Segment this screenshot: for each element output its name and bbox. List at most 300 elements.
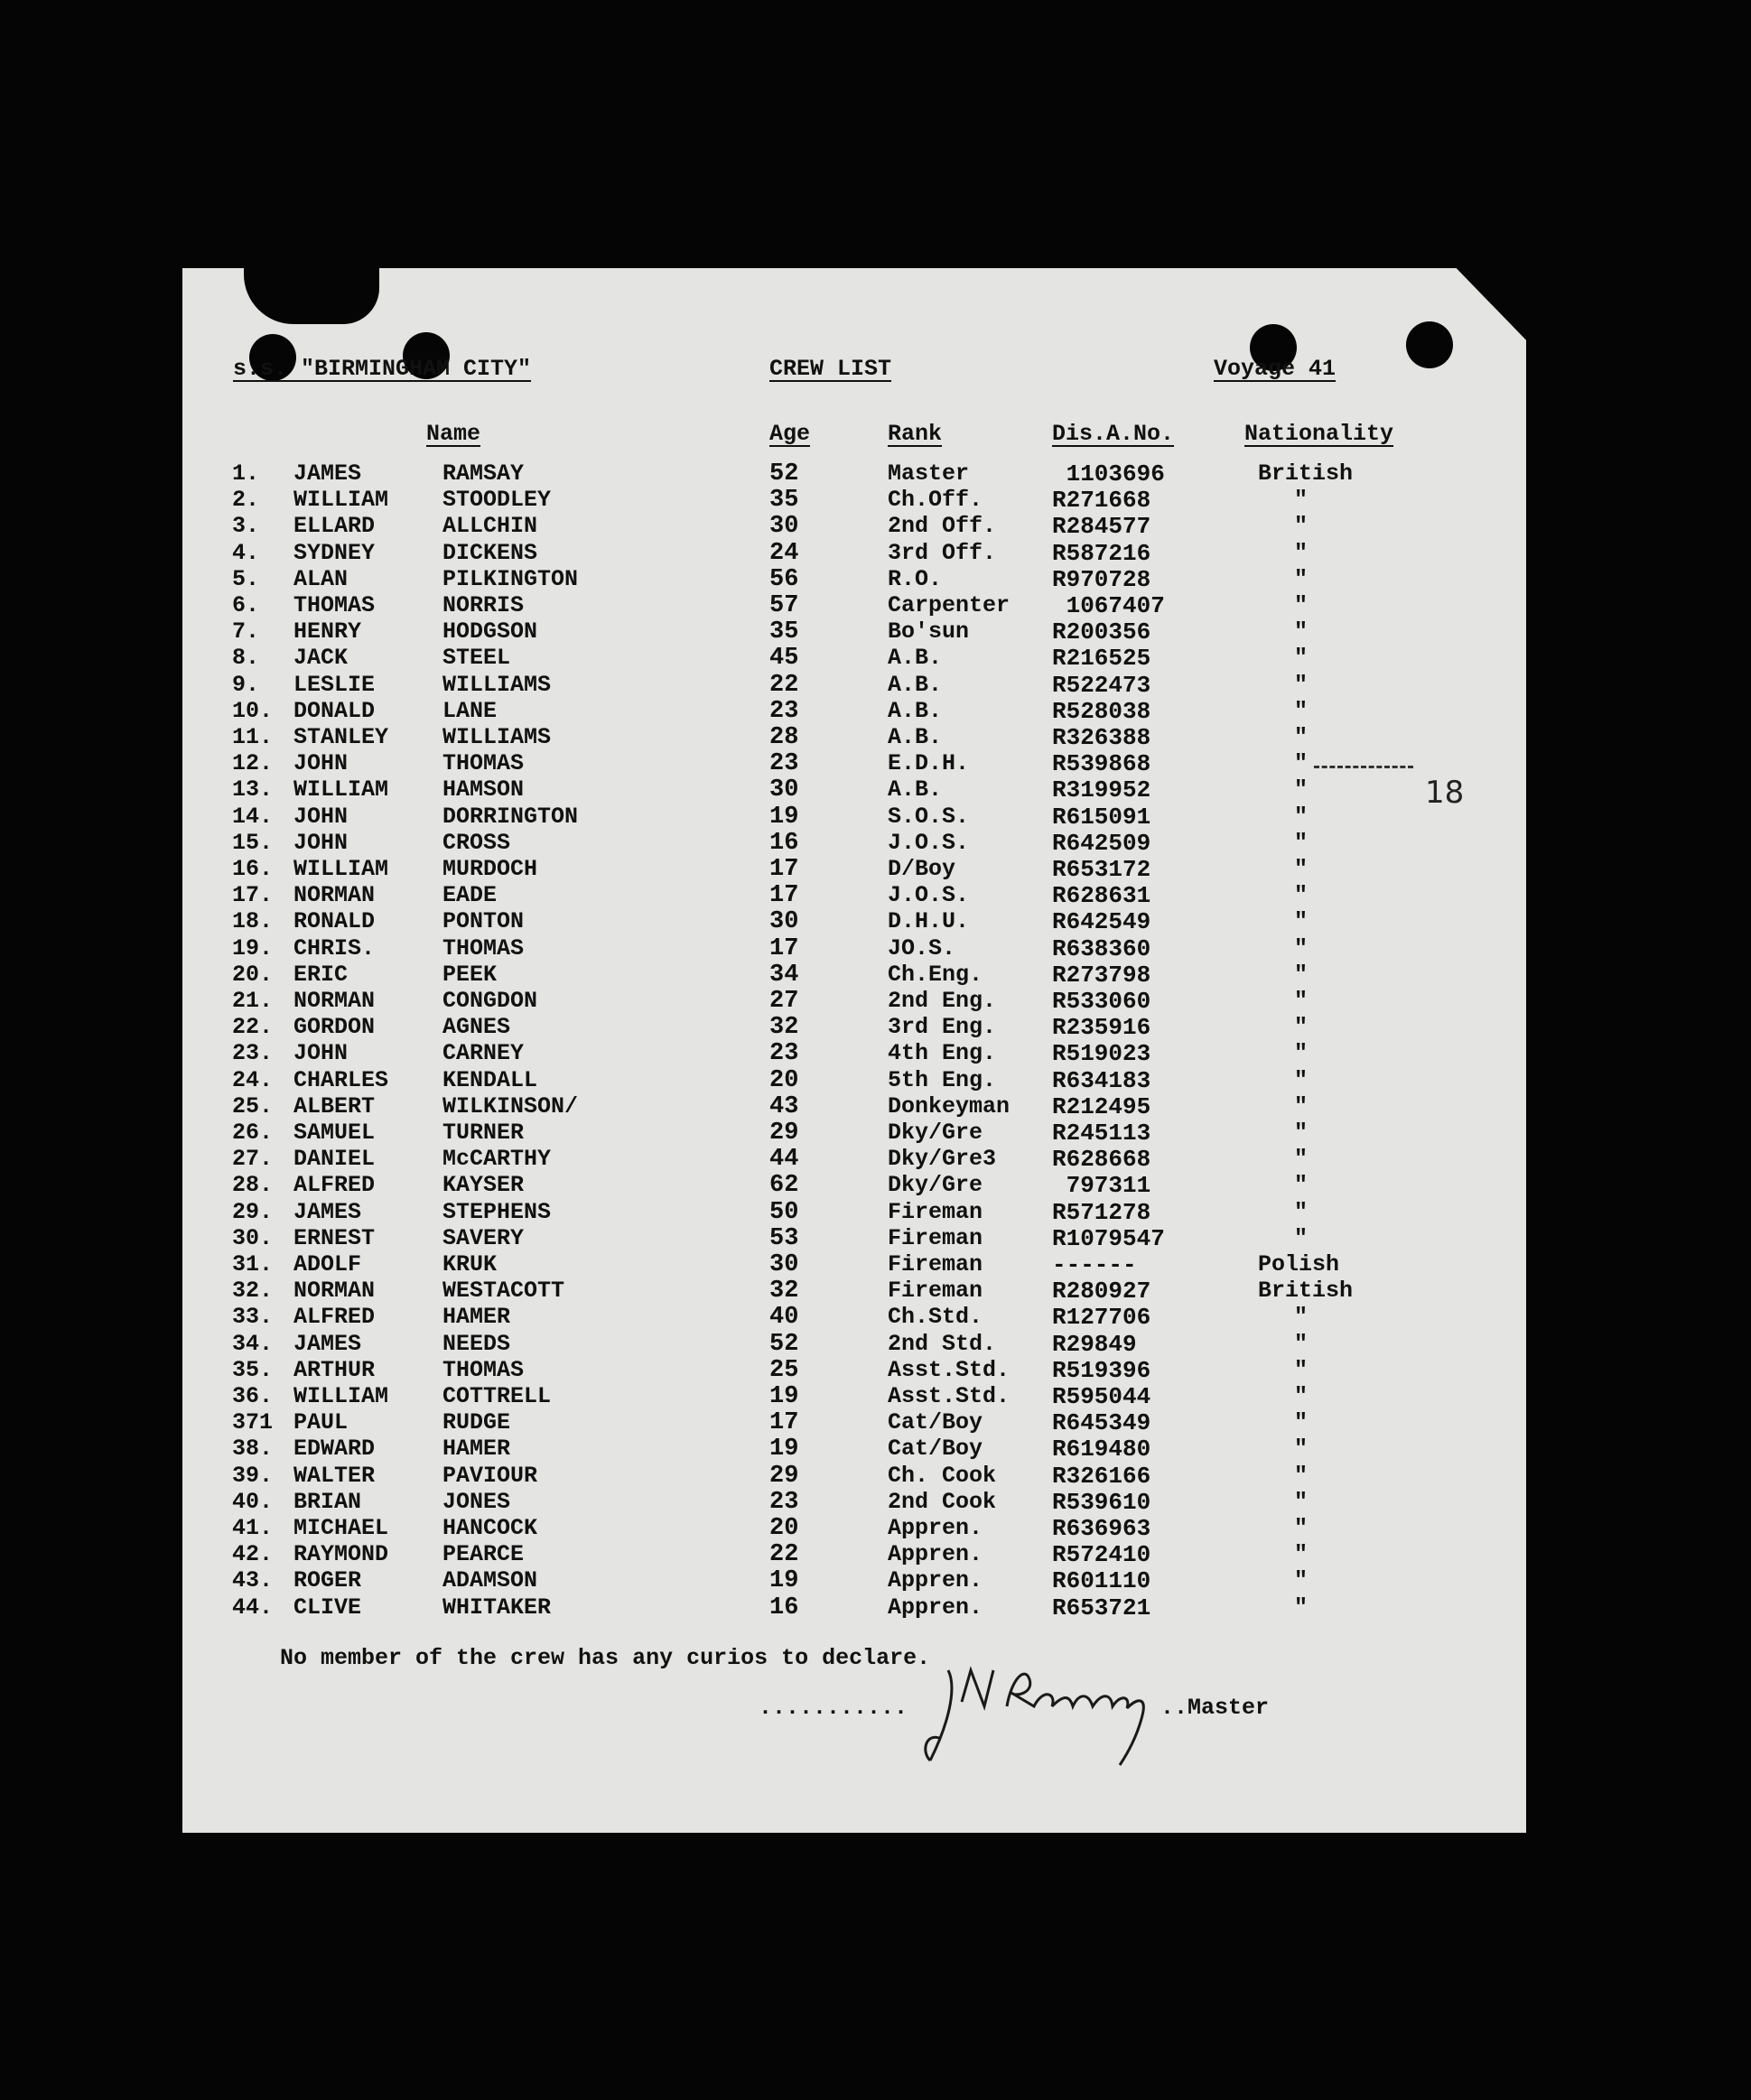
dis-number: R634183 xyxy=(1052,1066,1151,1094)
rank: D.H.U. xyxy=(888,908,970,935)
row-number: 9. xyxy=(232,671,260,698)
dis-number: R273798 xyxy=(1052,961,1151,989)
rank: 3rd Off. xyxy=(888,539,997,566)
nationality: British xyxy=(1258,460,1354,487)
rank: Fireman xyxy=(888,1278,983,1305)
nationality: British xyxy=(1258,1278,1354,1305)
nationality: " xyxy=(1294,645,1309,672)
nationality: " xyxy=(1294,803,1309,830)
last-name: HANCOCK xyxy=(442,1515,538,1541)
age: 29 xyxy=(769,1462,799,1490)
column-header-age: Age xyxy=(769,421,811,447)
row-number: 1. xyxy=(232,460,260,487)
first-name: ARTHUR xyxy=(293,1356,376,1383)
table-row xyxy=(0,1489,1751,1515)
row-number: 18. xyxy=(232,908,274,935)
row-number: 3. xyxy=(232,513,260,540)
nationality: " xyxy=(1294,1014,1309,1041)
nationality: " xyxy=(1294,882,1309,909)
age: 34 xyxy=(769,961,799,989)
row-number: 2. xyxy=(232,487,260,514)
table-row xyxy=(0,1304,1751,1330)
first-name: STANLEY xyxy=(293,724,389,750)
rank: 4th Eng. xyxy=(888,1040,997,1067)
dis-number: R601110 xyxy=(1052,1567,1151,1595)
row-number: 30. xyxy=(232,1224,274,1251)
first-name: WILLIAM xyxy=(293,776,389,804)
age: 57 xyxy=(769,592,799,619)
rank: Asst.Std. xyxy=(888,1383,1011,1409)
nationality: " xyxy=(1294,988,1309,1014)
age: 52 xyxy=(769,460,799,488)
age: 24 xyxy=(769,539,799,567)
nationality: " xyxy=(1294,1040,1309,1067)
row-number: 10. xyxy=(232,697,274,724)
table-row xyxy=(0,1409,1751,1436)
dis-number: 797311 xyxy=(1052,1172,1151,1200)
age: 25 xyxy=(769,1356,799,1384)
table-row xyxy=(0,935,1751,962)
nationality: " xyxy=(1294,1436,1309,1463)
table-row xyxy=(0,804,1751,830)
rank: Ch. Cook xyxy=(888,1462,997,1489)
nationality: " xyxy=(1294,776,1309,804)
age: 44 xyxy=(769,1146,799,1174)
rank: Asst.Std. xyxy=(888,1356,1011,1383)
rank: J.O.S. xyxy=(888,829,970,856)
last-name: WILLIAMS xyxy=(442,724,552,750)
rank: Appren. xyxy=(888,1541,983,1568)
rank: Carpenter xyxy=(888,592,1011,618)
age: 62 xyxy=(769,1172,799,1200)
rank: Appren. xyxy=(888,1567,983,1594)
row-number: 41. xyxy=(232,1515,274,1541)
table-row xyxy=(0,1040,1751,1066)
age: 29 xyxy=(769,1120,799,1147)
curios-declaration: No member of the crew has any curios to declare. xyxy=(280,1645,931,1671)
last-name: COTTRELL xyxy=(442,1383,552,1409)
first-name: RONALD xyxy=(293,908,376,935)
signature-dots: ........... xyxy=(759,1695,908,1721)
voyage-number: Voyage 41 xyxy=(1214,356,1337,382)
age: 23 xyxy=(769,697,799,725)
table-row xyxy=(0,724,1751,750)
age: 32 xyxy=(769,1014,799,1042)
nationality: " xyxy=(1294,724,1309,750)
dis-number: R539868 xyxy=(1052,750,1151,778)
table-row xyxy=(0,566,1751,592)
table-row xyxy=(0,645,1751,671)
table-row xyxy=(0,672,1751,698)
nationality: " xyxy=(1294,934,1309,962)
rank: JO.S. xyxy=(888,934,956,962)
first-name: ALFRED xyxy=(293,1172,376,1199)
last-name: McCARTHY xyxy=(442,1146,552,1173)
dis-number: R642549 xyxy=(1052,908,1151,936)
dis-number: R319952 xyxy=(1052,776,1151,804)
dis-number: R522473 xyxy=(1052,671,1151,699)
first-name: DANIEL xyxy=(293,1146,376,1173)
age: 23 xyxy=(769,750,799,778)
first-name: CLIVE xyxy=(293,1594,362,1621)
age: 43 xyxy=(769,1092,799,1120)
dis-number: R271668 xyxy=(1052,487,1151,515)
dis-number: R587216 xyxy=(1052,539,1151,567)
age: 20 xyxy=(769,1515,799,1542)
last-name: WHITAKER xyxy=(442,1594,552,1621)
age: 56 xyxy=(769,565,799,593)
rank: Fireman xyxy=(888,1198,983,1225)
age: 19 xyxy=(769,1436,799,1463)
first-name: JAMES xyxy=(293,1330,362,1357)
dis-number: R245113 xyxy=(1052,1120,1151,1147)
row-number: 12. xyxy=(232,750,274,777)
table-row xyxy=(0,513,1751,539)
rank: A.B. xyxy=(888,697,943,724)
first-name: PAUL xyxy=(293,1409,349,1436)
rank: Master xyxy=(888,460,970,487)
dis-number: R539610 xyxy=(1052,1488,1151,1516)
row-number: 40. xyxy=(232,1488,274,1515)
dis-number: R653172 xyxy=(1052,856,1151,883)
rank: 5th Eng. xyxy=(888,1066,997,1093)
dis-number: R645349 xyxy=(1052,1409,1151,1437)
table-row xyxy=(0,1436,1751,1462)
rank: Ch.Eng. xyxy=(888,961,983,988)
first-name: SYDNEY xyxy=(293,539,376,566)
row-number: 28. xyxy=(232,1172,274,1199)
row-number: 44. xyxy=(232,1594,274,1621)
nationality: " xyxy=(1294,1383,1309,1409)
rank: 2nd Eng. xyxy=(888,988,997,1014)
first-name: ERNEST xyxy=(293,1224,376,1251)
first-name: ELLARD xyxy=(293,513,376,540)
age: 27 xyxy=(769,988,799,1015)
row-number: 43. xyxy=(232,1567,274,1594)
column-header-rank: Rank xyxy=(888,421,943,447)
table-row xyxy=(0,1093,1751,1120)
dis-number: R528038 xyxy=(1052,697,1151,725)
rank: A.B. xyxy=(888,645,943,672)
table-row xyxy=(0,592,1751,618)
age: 35 xyxy=(769,487,799,515)
nationality: " xyxy=(1294,1172,1309,1199)
dis-number: R519396 xyxy=(1052,1356,1151,1384)
table-row xyxy=(0,908,1751,934)
nationality: " xyxy=(1294,1409,1309,1436)
last-name: THOMAS xyxy=(442,750,525,777)
last-name: CARNEY xyxy=(442,1040,525,1067)
row-number: 17. xyxy=(232,882,274,909)
row-number: 33. xyxy=(232,1304,274,1331)
row-number: 19. xyxy=(232,934,274,962)
table-row xyxy=(0,1567,1751,1594)
table-row xyxy=(0,1515,1751,1541)
row-number: 20. xyxy=(232,961,274,988)
table-row xyxy=(0,1225,1751,1251)
document-title: CREW LIST xyxy=(769,356,892,382)
first-name: JOHN xyxy=(293,803,349,830)
margin-dash xyxy=(1314,766,1413,768)
first-name: ALAN xyxy=(293,565,349,592)
last-name: STEEL xyxy=(442,645,511,672)
dis-number: R572410 xyxy=(1052,1541,1151,1569)
nationality: " xyxy=(1294,750,1309,777)
dis-number: R638360 xyxy=(1052,934,1151,962)
dis-number: R280927 xyxy=(1052,1278,1151,1306)
nationality: " xyxy=(1294,908,1309,935)
first-name: WILLIAM xyxy=(293,487,389,514)
rank: Dky/Gre3 xyxy=(888,1146,997,1173)
dis-number: ------ xyxy=(1052,1251,1137,1278)
age: 53 xyxy=(769,1224,799,1252)
table-row xyxy=(0,1120,1751,1146)
dis-number: R970728 xyxy=(1052,565,1151,593)
age: 22 xyxy=(769,671,799,699)
nationality: " xyxy=(1294,487,1309,514)
age: 16 xyxy=(769,829,799,857)
rank: E.D.H. xyxy=(888,750,970,777)
rank: A.B. xyxy=(888,724,943,750)
nationality: " xyxy=(1294,1567,1309,1594)
dis-number: R326388 xyxy=(1052,724,1151,751)
first-name: ERIC xyxy=(293,961,349,988)
table-row xyxy=(0,1199,1751,1225)
age: 45 xyxy=(769,645,799,673)
last-name: PEEK xyxy=(442,961,498,988)
rank: Cat/Boy xyxy=(888,1409,983,1436)
nationality: " xyxy=(1294,1330,1309,1357)
rank: Donkeyman xyxy=(888,1092,1011,1120)
rank: Ch.Off. xyxy=(888,487,983,514)
last-name: DICKENS xyxy=(442,539,538,566)
age: 19 xyxy=(769,1567,799,1595)
last-name: NORRIS xyxy=(442,592,525,618)
nationality: " xyxy=(1294,539,1309,566)
first-name: ALBERT xyxy=(293,1092,376,1120)
age: 20 xyxy=(769,1066,799,1094)
ship-name: s.s. "BIRMINGHAM CITY" xyxy=(233,356,532,382)
first-name: GORDON xyxy=(293,1014,376,1041)
dis-number: R628631 xyxy=(1052,882,1151,910)
table-row xyxy=(0,1067,1751,1093)
first-name: JOHN xyxy=(293,750,349,777)
age: 17 xyxy=(769,934,799,962)
dis-number: R216525 xyxy=(1052,645,1151,673)
table-row xyxy=(0,1014,1751,1040)
last-name: PAVIOUR xyxy=(442,1462,538,1489)
last-name: KRUK xyxy=(442,1251,498,1278)
row-number: 14. xyxy=(232,803,274,830)
row-number: 11. xyxy=(232,724,274,750)
rank: Cat/Boy xyxy=(888,1436,983,1463)
nationality: " xyxy=(1294,513,1309,540)
row-number: 13. xyxy=(232,776,274,804)
age: 35 xyxy=(769,618,799,646)
last-name: STEPHENS xyxy=(442,1198,552,1225)
first-name: MICHAEL xyxy=(293,1515,389,1541)
row-number: 21. xyxy=(232,988,274,1014)
age: 30 xyxy=(769,776,799,804)
last-name: RAMSAY xyxy=(442,460,525,487)
age: 23 xyxy=(769,1040,799,1068)
last-name: ALLCHIN xyxy=(442,513,538,540)
dis-number: R533060 xyxy=(1052,988,1151,1015)
nationality: " xyxy=(1294,592,1309,618)
row-number: 8. xyxy=(232,645,260,672)
dis-number: R127706 xyxy=(1052,1304,1151,1332)
rank: Fireman xyxy=(888,1224,983,1251)
dis-number: R642509 xyxy=(1052,829,1151,857)
row-number: 4. xyxy=(232,539,260,566)
punch-hole-right-2 xyxy=(1406,321,1453,368)
nationality: " xyxy=(1294,1092,1309,1120)
age: 19 xyxy=(769,1383,799,1410)
nationality: " xyxy=(1294,1515,1309,1541)
row-number: 35. xyxy=(232,1356,274,1383)
last-name: HAMER xyxy=(442,1304,511,1331)
first-name: JACK xyxy=(293,645,349,672)
rank: Appren. xyxy=(888,1594,983,1621)
last-name: HAMSON xyxy=(442,776,525,804)
table-row xyxy=(0,1594,1751,1621)
dis-number: R200356 xyxy=(1052,618,1151,646)
first-name: THOMAS xyxy=(293,592,376,618)
rank: 2nd Cook xyxy=(888,1488,997,1515)
table-row xyxy=(0,460,1751,487)
first-name: WILLIAM xyxy=(293,1383,389,1409)
first-name: ADOLF xyxy=(293,1251,362,1278)
nationality: " xyxy=(1294,856,1309,882)
row-number: 36. xyxy=(232,1383,274,1409)
row-number: 38. xyxy=(232,1436,274,1463)
last-name: LANE xyxy=(442,697,498,724)
age: 32 xyxy=(769,1278,799,1306)
first-name: CHRIS. xyxy=(293,934,376,962)
last-name: STOODLEY xyxy=(442,487,552,514)
table-row xyxy=(0,1383,1751,1409)
last-name: AGNES xyxy=(442,1014,511,1041)
table-row xyxy=(0,962,1751,988)
rank: Dky/Gre xyxy=(888,1172,983,1199)
nationality: " xyxy=(1294,1356,1309,1383)
first-name: LESLIE xyxy=(293,671,376,698)
rank: A.B. xyxy=(888,671,943,698)
first-name: DONALD xyxy=(293,697,376,724)
rank: Appren. xyxy=(888,1515,983,1541)
nationality: " xyxy=(1294,1224,1309,1251)
row-number: 27. xyxy=(232,1146,274,1173)
row-number: 32. xyxy=(232,1278,274,1305)
margin-note: 18 xyxy=(1425,775,1465,811)
row-number: 23. xyxy=(232,1040,274,1067)
table-row xyxy=(0,1463,1751,1489)
rank: 3rd Eng. xyxy=(888,1014,997,1041)
first-name: CHARLES xyxy=(293,1066,389,1093)
age: 30 xyxy=(769,1251,799,1278)
age: 28 xyxy=(769,724,799,751)
first-name: JOHN xyxy=(293,829,349,856)
rank: Fireman xyxy=(888,1251,983,1278)
nationality: " xyxy=(1294,1462,1309,1489)
last-name: PONTON xyxy=(442,908,525,935)
table-row xyxy=(0,487,1751,513)
last-name: CROSS xyxy=(442,829,511,856)
first-name: JAMES xyxy=(293,1198,362,1225)
master-signature xyxy=(921,1652,1165,1770)
table-row xyxy=(0,1251,1751,1278)
first-name: NORMAN xyxy=(293,1278,376,1305)
nationality: " xyxy=(1294,565,1309,592)
table-row xyxy=(0,776,1751,803)
table-row xyxy=(0,1172,1751,1198)
first-name: HENRY xyxy=(293,618,362,646)
dis-number: R615091 xyxy=(1052,803,1151,831)
row-number: 29. xyxy=(232,1198,274,1225)
age: 22 xyxy=(769,1541,799,1569)
row-number: 16. xyxy=(232,856,274,882)
row-number: 39. xyxy=(232,1462,274,1489)
first-name: ROGER xyxy=(293,1567,362,1594)
first-name: WILLIAM xyxy=(293,856,389,882)
last-name: THOMAS xyxy=(442,1356,525,1383)
last-name: WILLIAMS xyxy=(442,671,552,698)
nationality: " xyxy=(1294,1146,1309,1173)
row-number: 15. xyxy=(232,829,274,856)
age: 40 xyxy=(769,1304,799,1332)
table-row xyxy=(0,830,1751,856)
first-name: SAMUEL xyxy=(293,1120,376,1146)
nationality: " xyxy=(1294,1541,1309,1568)
signature-suffix: ..Master xyxy=(1160,1695,1270,1721)
row-number: 34. xyxy=(232,1330,274,1357)
table-row xyxy=(0,988,1751,1014)
last-name: CONGDON xyxy=(442,988,538,1014)
nationality: " xyxy=(1294,618,1309,646)
row-number: 26. xyxy=(232,1120,274,1146)
row-number: 24. xyxy=(232,1066,274,1093)
row-number: 5. xyxy=(232,565,260,592)
rank: 2nd Std. xyxy=(888,1330,997,1357)
dis-number: R212495 xyxy=(1052,1092,1151,1120)
dis-number: R1079547 xyxy=(1052,1224,1165,1252)
nationality: " xyxy=(1294,961,1309,988)
last-name: HAMER xyxy=(442,1436,511,1463)
dis-number: 1067407 xyxy=(1052,592,1165,619)
row-number: 6. xyxy=(232,592,260,618)
row-number: 22. xyxy=(232,1014,274,1041)
last-name: DORRINGTON xyxy=(442,803,579,830)
rank: A.B. xyxy=(888,776,943,804)
age: 17 xyxy=(769,856,799,883)
age: 30 xyxy=(769,908,799,936)
rank: Dky/Gre xyxy=(888,1120,983,1146)
first-name: ALFRED xyxy=(293,1304,376,1331)
nationality: " xyxy=(1294,1198,1309,1225)
last-name: THOMAS xyxy=(442,934,525,962)
table-row xyxy=(0,698,1751,724)
age: 17 xyxy=(769,882,799,910)
nationality: " xyxy=(1294,671,1309,698)
table-row xyxy=(0,1331,1751,1357)
dis-number: R636963 xyxy=(1052,1515,1151,1542)
rank: J.O.S. xyxy=(888,882,970,909)
last-name: TURNER xyxy=(442,1120,525,1146)
first-name: NORMAN xyxy=(293,882,376,909)
dis-number: R29849 xyxy=(1052,1330,1137,1358)
first-name: WALTER xyxy=(293,1462,376,1489)
rank: Bo'sun xyxy=(888,618,970,646)
